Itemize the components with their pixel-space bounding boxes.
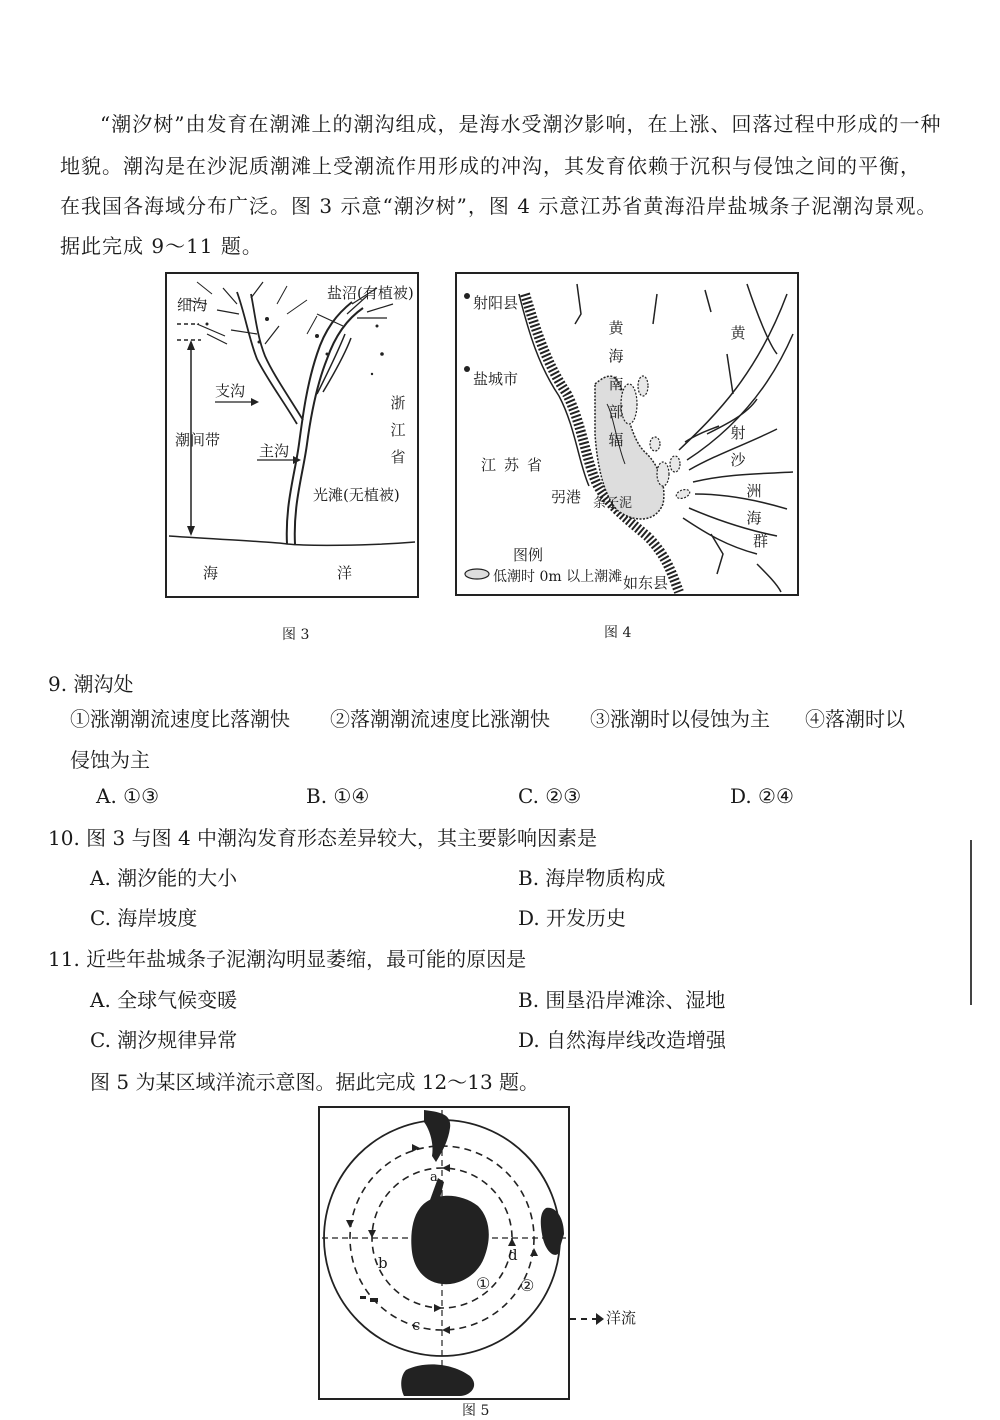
label-xigou: 细沟	[177, 296, 208, 314]
intro-line-2: 地貌。潮沟是在沙泥质潮滩上受潮流作用形成的冲沟，其发育依赖于沉积与侵蚀之间的平衡，	[60, 154, 921, 178]
label-huanghai-nanbu: 黄海南部辐	[608, 319, 624, 449]
q9-item-cont: 侵蚀为主	[70, 748, 150, 772]
label-zhugou: 主沟	[259, 442, 290, 460]
q9-item-3: ③涨潮时以侵蚀为主	[590, 707, 770, 731]
label-zhejiang: 浙江省	[390, 394, 406, 466]
label-tuli: 图例	[513, 546, 544, 564]
legend-arrow-icon	[570, 1318, 598, 1320]
figure-5	[318, 1106, 570, 1400]
intro-line-1: “潮汐树”由发育在潮滩上的潮沟组成，是海水受潮汐影响，在上涨、回落过程中形成的一种	[100, 112, 942, 136]
q11-option-b[interactable]: B. 围垦沿岸滩涂、湿地	[518, 988, 726, 1012]
label-sheyang: 射阳县	[473, 294, 519, 312]
label-yancheng: 盐城市	[473, 370, 519, 388]
label-shesha: 射沙	[730, 424, 746, 469]
intro-2: 图 5 为某区域洋流示意图。据此完成 12～13 题。	[90, 1070, 540, 1094]
intro-line-4: 据此完成 9～11 题。	[60, 234, 263, 258]
label-n2: ②	[520, 1276, 535, 1295]
label-jiangsu: 江苏省	[481, 456, 551, 474]
ocean-current-map	[320, 1108, 568, 1398]
label-d: d	[508, 1246, 518, 1264]
q11-option-a[interactable]: A. 全球气候变暖	[90, 988, 238, 1012]
q9-item-1: ①涨潮潮流速度比落潮快	[70, 707, 290, 731]
label-rudong: 如东县	[623, 574, 669, 592]
q10-option-b[interactable]: B. 海岸物质构成	[518, 866, 666, 890]
q10-stem: 10. 图 3 与图 4 中潮沟发育形态差异较大，其主要影响因素是	[48, 826, 598, 850]
figure-3-caption: 图 3	[282, 627, 310, 643]
legend-label: 洋流	[606, 1309, 637, 1327]
label-zhigou: 支沟	[215, 382, 246, 400]
q11-option-c[interactable]: C. 潮汐规律异常	[90, 1028, 238, 1052]
label-tiaozini: 条子泥	[593, 496, 633, 511]
q9-option-c[interactable]: C. ②③	[518, 784, 582, 808]
q9-item-4: ④落潮时以	[805, 707, 905, 731]
label-n1: ①	[476, 1274, 491, 1293]
q9-option-d[interactable]: D. ②④	[730, 784, 794, 808]
intro-line-3: 在我国各海域分布广泛。图 3 示意“潮汐树”，图 4 示意江苏省黄海沿岸盐城条子泥潮沟景观。	[60, 194, 938, 218]
label-migang: 弜港	[551, 488, 582, 506]
q10-option-c[interactable]: C. 海岸坡度	[90, 906, 198, 930]
q9-option-b[interactable]: B. ①④	[306, 784, 370, 808]
figure-3	[165, 272, 419, 598]
q9-item-2: ②落潮潮流速度比涨潮快	[330, 707, 550, 731]
label-a: a	[430, 1170, 438, 1185]
label-qun: 群	[753, 532, 769, 550]
label-yang: 洋	[337, 564, 353, 582]
q11-option-d[interactable]: D. 自然海岸线改造增强	[518, 1028, 727, 1052]
label-hai: 海	[203, 564, 219, 582]
label-c: c	[412, 1316, 421, 1334]
q11-stem: 11. 近些年盐城条子泥潮沟明显萎缩，最可能的原因是	[48, 947, 527, 971]
label-zhouhai: 洲海	[746, 482, 762, 527]
label-guangtan: 光滩(无植被)	[313, 486, 400, 504]
figure-4-caption: 图 4	[604, 625, 632, 641]
q10-option-d[interactable]: D. 开发历史	[518, 906, 627, 930]
figure-4	[455, 272, 799, 596]
legend-arrow-head-icon	[596, 1313, 604, 1325]
q10-option-a[interactable]: A. 潮汐能的大小	[90, 866, 238, 890]
figure-5-caption: 图 5	[462, 1403, 490, 1419]
label-b: b	[378, 1254, 388, 1272]
q9-stem: 9. 潮沟处	[48, 672, 134, 696]
label-legend: 低潮时 0m 以上潮滩	[493, 569, 623, 585]
q9-option-a[interactable]: A. ①③	[96, 784, 160, 808]
label-chaojiandai: 潮间带	[175, 431, 221, 449]
label-huang: 黄	[730, 324, 746, 342]
margin-line	[970, 840, 972, 1005]
label-yanzhao: 盐沼(有植被)	[327, 284, 414, 302]
